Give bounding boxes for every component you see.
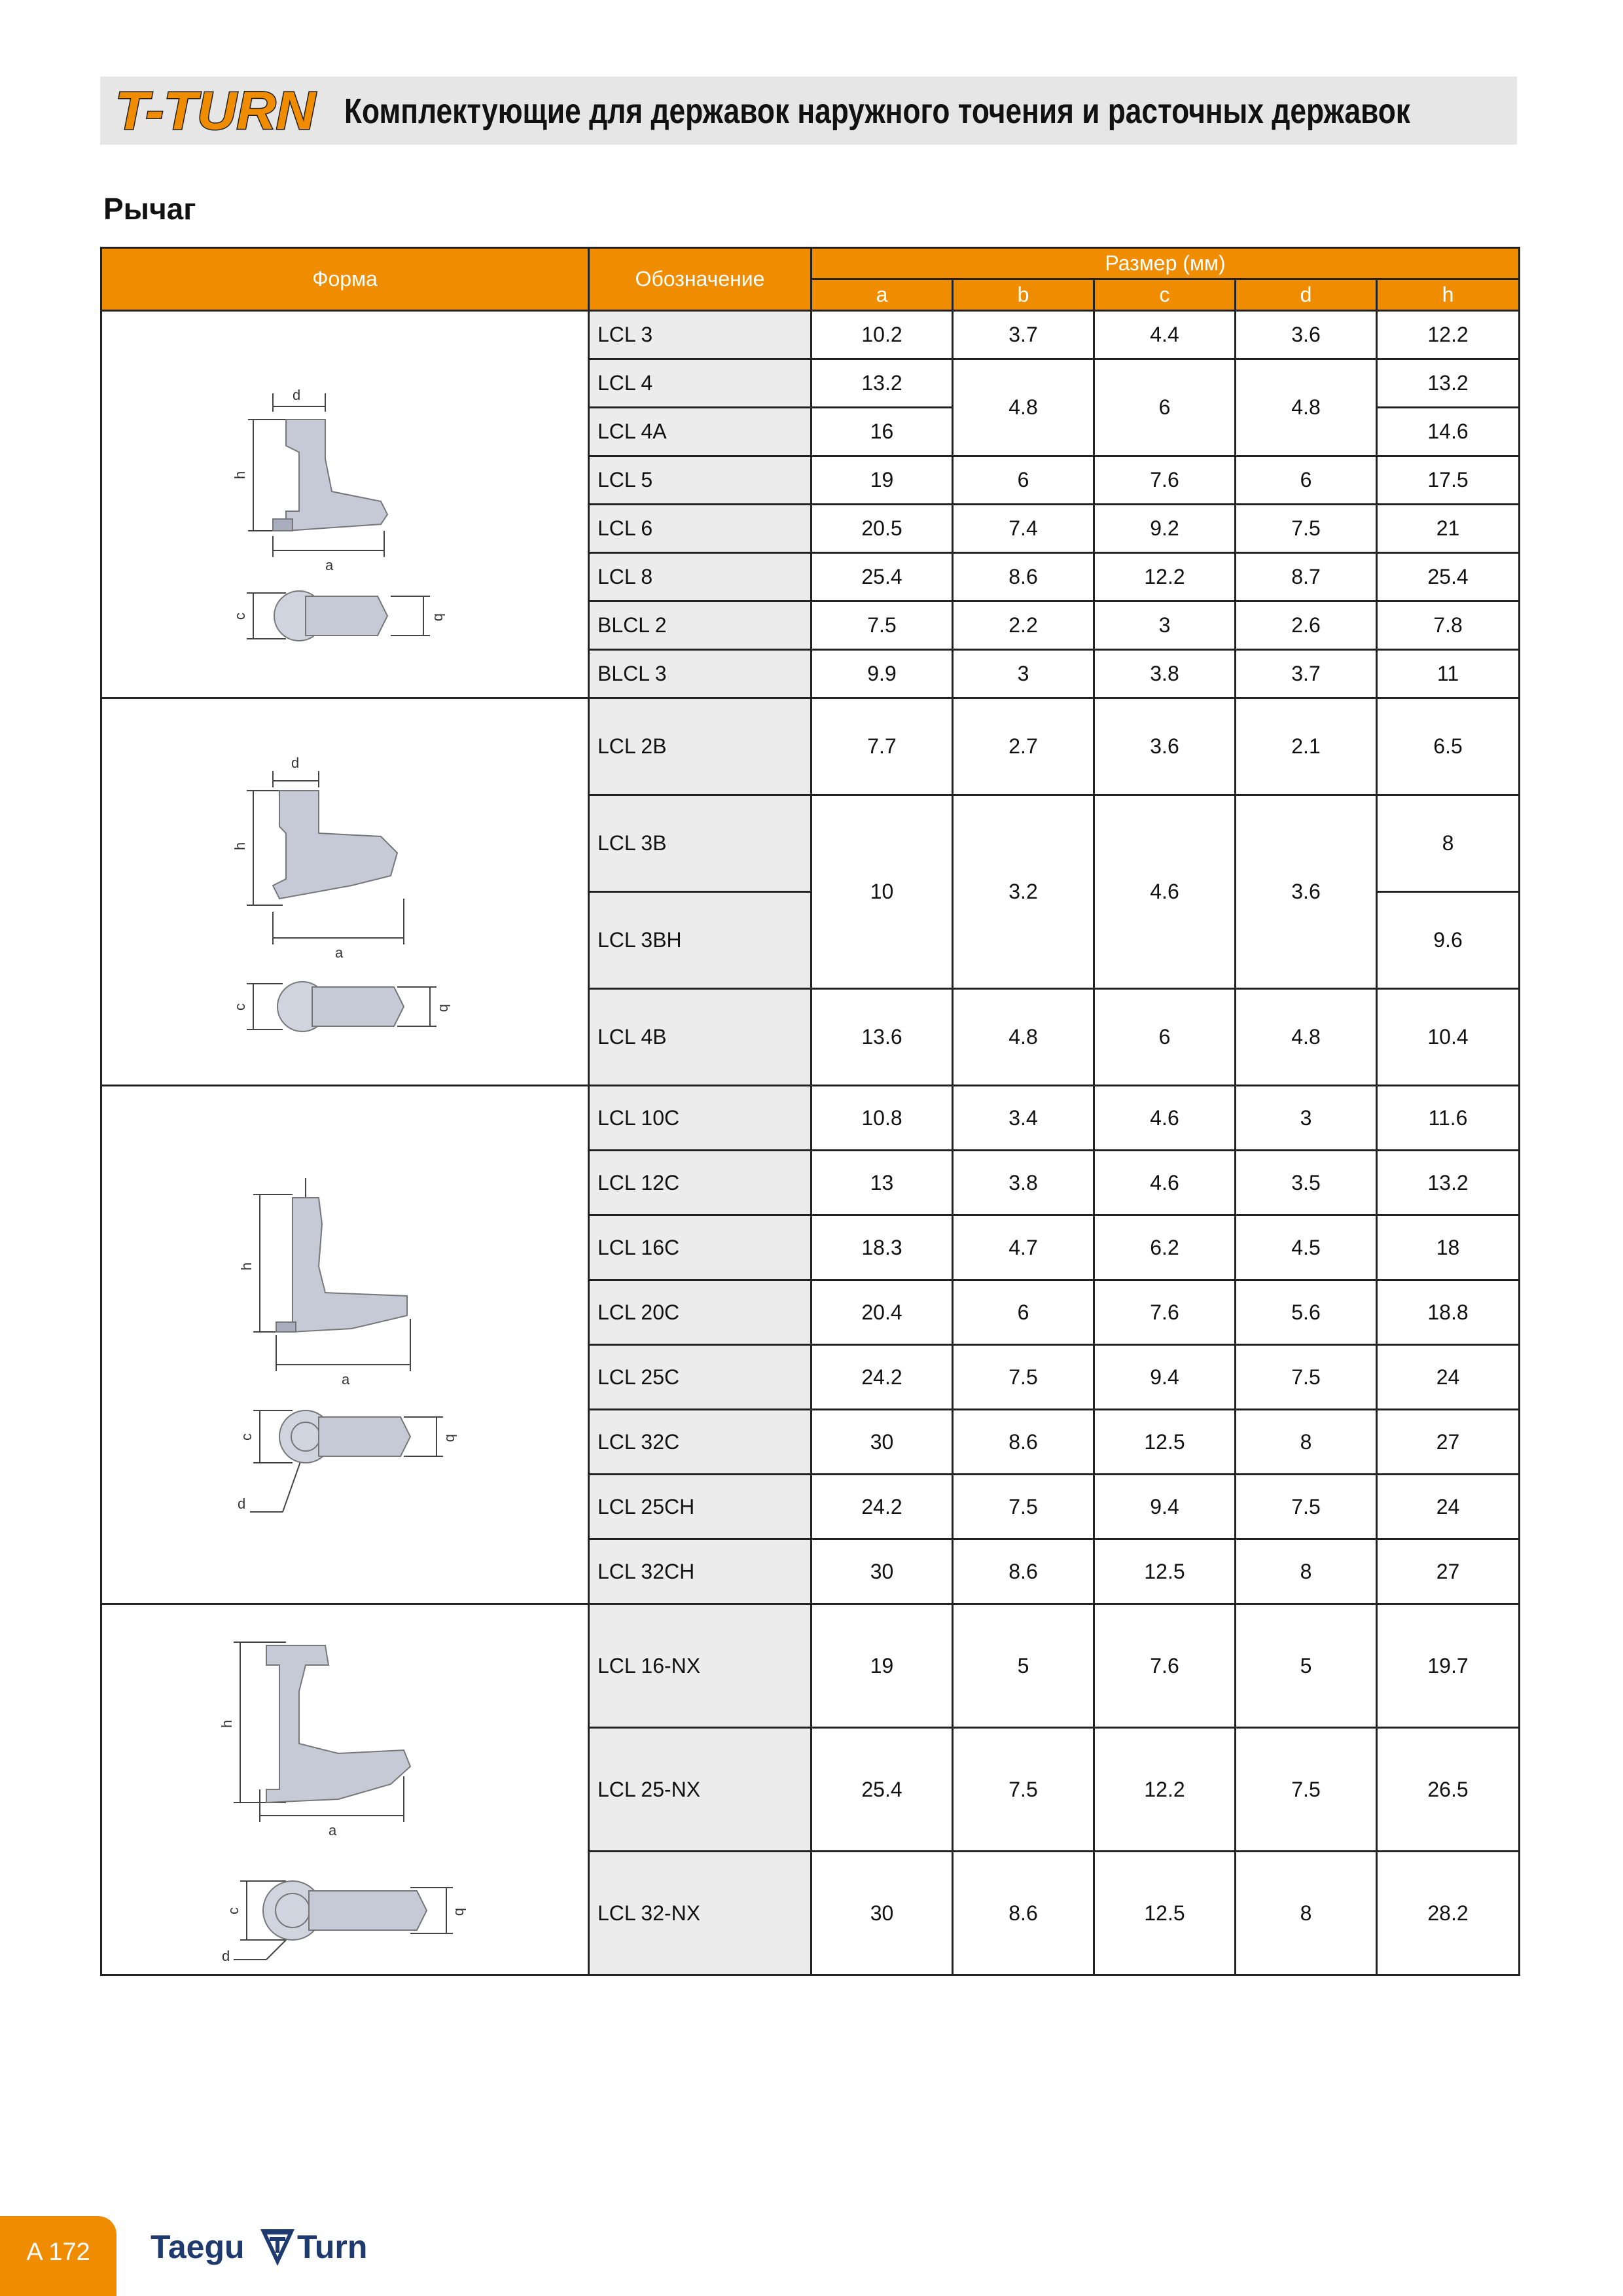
designation-cell: BLCL 2 [589,601,812,650]
designation-cell: LCL 16-NX [589,1604,812,1728]
value-b: 8.6 [953,1852,1094,1975]
value-h: 25.4 [1377,553,1520,601]
value-b: 3.4 [953,1086,1094,1151]
value-a: 24.2 [812,1475,953,1539]
designation-cell: LCL 12C [589,1151,812,1215]
value-d: 6 [1236,456,1377,505]
value-d: 8 [1236,1539,1377,1604]
value-b: 7.5 [953,1728,1094,1852]
value-h: 21 [1377,505,1520,553]
value-h: 26.5 [1377,1728,1520,1852]
dim-label-a: a [329,1822,337,1839]
value-b: 7.5 [953,1345,1094,1410]
value-c: 9.4 [1094,1345,1236,1410]
value-a: 30 [812,1410,953,1475]
value-c: 6 [1094,359,1236,456]
value-b: 3 [953,650,1094,698]
designation-cell: LCL 32CH [589,1539,812,1604]
value-h: 11.6 [1377,1086,1520,1151]
shape-drawing-group-4 [101,1604,589,1975]
dim-label-b: b [437,1003,453,1012]
value-h: 24 [1377,1345,1520,1410]
shape-drawing-group-3 [101,1086,589,1604]
value-b: 8.6 [953,553,1094,601]
value-b: 2.2 [953,601,1094,650]
t-turn-logo [111,79,321,142]
taegu-turn-logo [149,2220,398,2275]
value-h: 13.2 [1377,1151,1520,1215]
logo-emblem-icon [260,2229,294,2266]
value-h: 7.8 [1377,601,1520,650]
dim-label-c: c [232,612,248,620]
designation-cell: LCL 4B [589,989,812,1086]
value-h: 18.8 [1377,1280,1520,1345]
designation-cell: LCL 16C [589,1215,812,1280]
value-b: 4.7 [953,1215,1094,1280]
designation-cell: LCL 10C [589,1086,812,1151]
value-c: 7.6 [1094,1280,1236,1345]
value-c: 12.5 [1094,1852,1236,1975]
dim-label-c: c [238,1433,255,1441]
value-d: 3.6 [1236,311,1377,359]
dim-label-a: a [335,944,344,961]
designation-cell: LCL 25-NX [589,1728,812,1852]
designation-cell: LCL 32C [589,1410,812,1475]
designation-cell: BLCL 3 [589,650,812,698]
value-c: 6 [1094,989,1236,1086]
dim-label-c: c [225,1907,241,1914]
logo-left-text: Taegu [151,2229,245,2265]
value-h: 13.2 [1377,359,1520,408]
value-d: 4.5 [1236,1215,1377,1280]
value-d: 2.1 [1236,698,1377,795]
designation-cell: LCL 4 [589,359,812,408]
value-h: 18 [1377,1215,1520,1280]
value-a: 30 [812,1852,953,1975]
value-h: 8 [1377,795,1520,892]
dim-label-h: h [238,1262,255,1270]
table-row [101,311,1520,359]
value-c: 12.2 [1094,553,1236,601]
lever-drawing-icon [214,1613,476,1966]
col-header-h: h [1377,279,1520,311]
designation-cell: LCL 6 [589,505,812,553]
dim-label-b: b [452,1908,469,1916]
designation-cell: LCL 25CH [589,1475,812,1539]
designation-cell: LCL 3 [589,311,812,359]
value-d: 5.6 [1236,1280,1377,1345]
col-header-b: b [953,279,1094,311]
value-c: 12.5 [1094,1410,1236,1475]
value-c: 4.6 [1094,795,1236,989]
designation-cell: LCL 20C [589,1280,812,1345]
value-a: 18.3 [812,1215,953,1280]
value-a: 10 [812,795,953,989]
value-c: 7.6 [1094,1604,1236,1728]
dim-label-a: a [342,1371,350,1388]
value-b: 6 [953,456,1094,505]
col-header-d: d [1236,279,1377,311]
value-a: 25.4 [812,1728,953,1852]
col-header-a: a [812,279,953,311]
designation-cell: LCL 32-NX [589,1852,812,1975]
designation-cell: LCL 5 [589,456,812,505]
value-a: 10.8 [812,1086,953,1151]
logo-right-text: Turn [297,2229,368,2265]
value-h: 10.4 [1377,989,1520,1086]
designation-cell: LCL 2B [589,698,812,795]
value-a: 19 [812,1604,953,1728]
value-a: 20.5 [812,505,953,553]
value-d: 8 [1236,1410,1377,1475]
value-d: 8.7 [1236,553,1377,601]
value-b: 8.6 [953,1539,1094,1604]
value-d: 5 [1236,1604,1377,1728]
value-a: 24.2 [812,1345,953,1410]
designation-cell: LCL 25C [589,1345,812,1410]
table-row [101,1604,1520,1728]
value-h: 27 [1377,1410,1520,1475]
value-c: 3.6 [1094,698,1236,795]
value-b: 4.8 [953,989,1094,1086]
lever-spec-table [100,247,1520,1976]
col-header-shape: Форма [101,248,589,311]
dim-label-h: h [219,1719,235,1728]
value-h: 14.6 [1377,408,1520,456]
value-d: 7.5 [1236,1345,1377,1410]
brand-text: T-TURN [115,81,317,141]
designation-cell: LCL 3BH [589,892,812,989]
value-b: 7.4 [953,505,1094,553]
value-d: 7.5 [1236,1728,1377,1852]
table-row [101,1086,1520,1151]
value-d: 4.8 [1236,359,1377,456]
value-b: 3.8 [953,1151,1094,1215]
dim-label-b: b [443,1433,459,1442]
value-a: 19 [812,456,953,505]
value-c: 4.6 [1094,1151,1236,1215]
page-title: Комплектующие для державок наружного точения и расточных державок [344,92,1410,131]
value-h: 28.2 [1377,1852,1520,1975]
dim-label-d: d [293,386,301,403]
value-c: 9.4 [1094,1475,1236,1539]
value-d: 3.6 [1236,795,1377,989]
designation-cell: LCL 3B [589,795,812,892]
value-a: 30 [812,1539,953,1604]
designation-cell: LCL 4A [589,408,812,456]
col-header-c: c [1094,279,1236,311]
value-h: 12.2 [1377,311,1520,359]
value-d: 8 [1236,1852,1377,1975]
value-b: 2.7 [953,698,1094,795]
lever-drawing-icon [221,722,469,1062]
value-h: 17.5 [1377,456,1520,505]
dim-label-b: b [431,613,448,621]
value-b: 6 [953,1280,1094,1345]
shape-drawing-group-1 [101,311,589,698]
value-a: 16 [812,408,953,456]
value-d: 4.8 [1236,989,1377,1086]
dim-label-a: a [325,556,334,573]
value-d: 3.7 [1236,650,1377,698]
designation-cell: LCL 8 [589,553,812,601]
dim-label-c: c [232,1003,248,1011]
dim-label-h: h [232,471,248,479]
value-c: 12.5 [1094,1539,1236,1604]
value-b: 4.8 [953,359,1094,456]
page-number: A 172 [26,2238,90,2266]
value-h: 11 [1377,650,1520,698]
dim-label-h: h [232,842,248,850]
lever-drawing-icon [227,334,463,675]
value-a: 25.4 [812,553,953,601]
dim-label-d: d [291,754,300,771]
table-row [101,698,1520,795]
col-header-designation: Обозначение [589,248,812,311]
shape-drawing-group-2 [101,698,589,1086]
value-c: 3.8 [1094,650,1236,698]
dim-label-d: d [222,1948,230,1964]
value-b: 7.5 [953,1475,1094,1539]
value-c: 3 [1094,601,1236,650]
value-h: 19.7 [1377,1604,1520,1728]
value-d: 2.6 [1236,601,1377,650]
value-c: 4.4 [1094,311,1236,359]
col-header-size-group: Размер (мм) [812,248,1520,279]
value-d: 7.5 [1236,505,1377,553]
value-a: 13.6 [812,989,953,1086]
value-h: 6.5 [1377,698,1520,795]
value-c: 6.2 [1094,1215,1236,1280]
section-title: Рычаг [103,192,196,226]
value-b: 8.6 [953,1410,1094,1475]
value-c: 7.6 [1094,456,1236,505]
value-h: 9.6 [1377,892,1520,989]
value-a: 20.4 [812,1280,953,1345]
value-b: 3.2 [953,795,1094,989]
value-d: 3 [1236,1086,1377,1151]
value-c: 4.6 [1094,1086,1236,1151]
value-b: 3.7 [953,311,1094,359]
value-c: 12.2 [1094,1728,1236,1852]
value-a: 13.2 [812,359,953,408]
value-a: 13 [812,1151,953,1215]
value-h: 27 [1377,1539,1520,1604]
value-a: 7.7 [812,698,953,795]
value-a: 10.2 [812,311,953,359]
value-d: 3.5 [1236,1151,1377,1215]
lever-drawing-icon [221,1142,469,1548]
value-d: 7.5 [1236,1475,1377,1539]
value-a: 7.5 [812,601,953,650]
value-c: 9.2 [1094,505,1236,553]
value-h: 24 [1377,1475,1520,1539]
value-b: 5 [953,1604,1094,1728]
dim-label-d: d [238,1495,246,1512]
value-a: 9.9 [812,650,953,698]
